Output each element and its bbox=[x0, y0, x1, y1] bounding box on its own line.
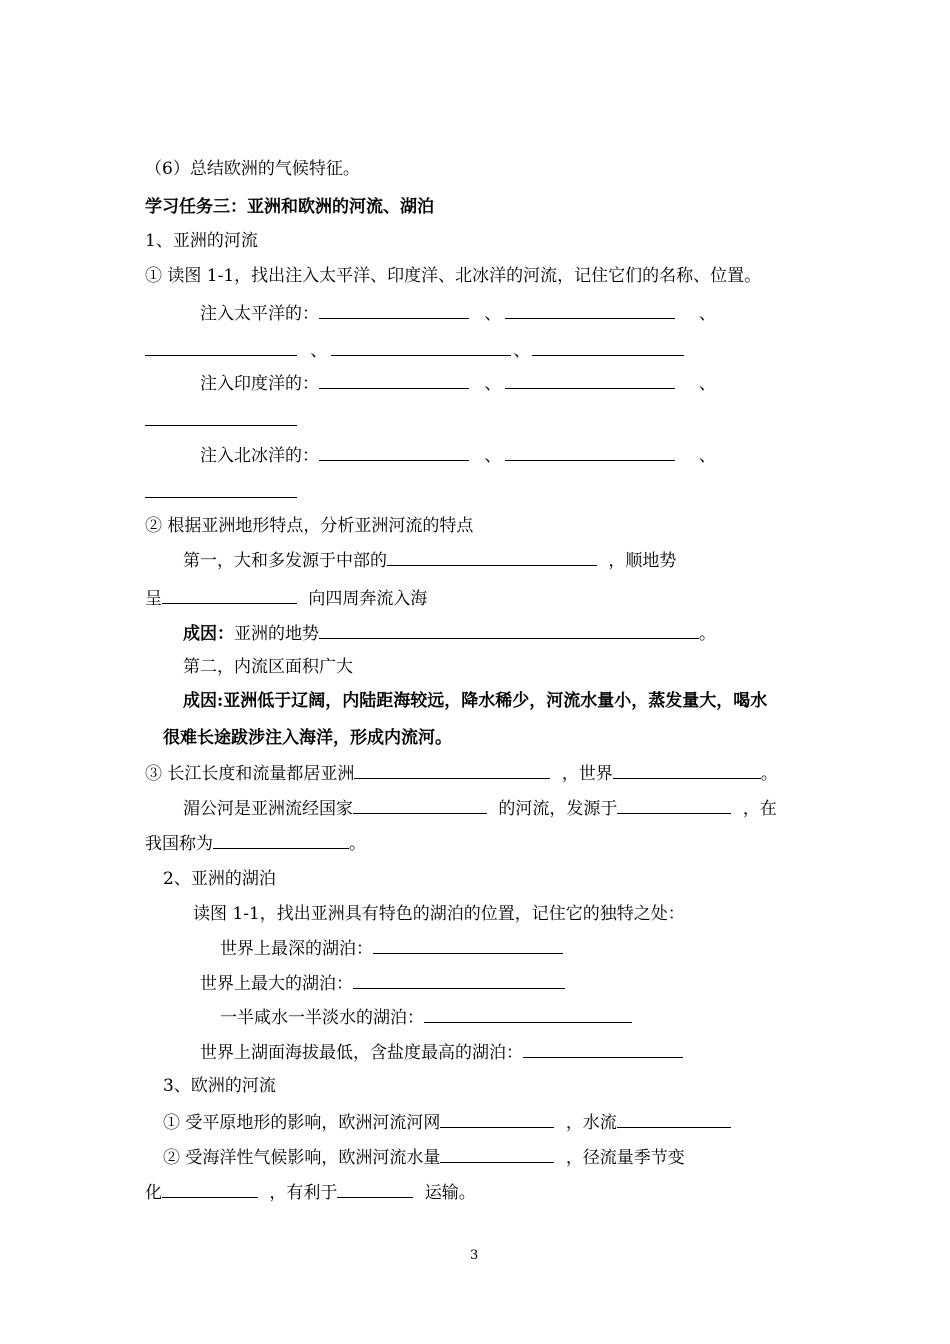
mekong-source-text: 的河流，发源于 bbox=[498, 799, 618, 819]
mekong-source-blank[interactable] bbox=[617, 797, 731, 814]
deepest-lake-label: 世界上最深的湖泊： bbox=[220, 939, 373, 959]
arctic-rivers-row-2 bbox=[145, 481, 297, 504]
mekong-china-name-blank[interactable] bbox=[213, 832, 349, 849]
lakes-instruction: 读图 1-1，找出亚洲具有特色的湖泊的位置，记住它的独特之处： bbox=[193, 904, 685, 924]
half-salt-lake-blank[interactable] bbox=[424, 1006, 632, 1023]
pacific-blank-5[interactable] bbox=[532, 339, 684, 356]
terrain-blank[interactable] bbox=[319, 622, 699, 639]
ocean-climate-row-2 bbox=[145, 1181, 476, 1204]
feature-one-row-2 bbox=[145, 587, 427, 610]
flow-blank[interactable] bbox=[617, 1111, 731, 1128]
comma: 、 bbox=[513, 341, 531, 361]
feature-one-row bbox=[183, 549, 676, 572]
seasonal-change-blank[interactable] bbox=[162, 1181, 258, 1198]
yangtze-asia-blank[interactable] bbox=[354, 762, 550, 779]
pacific-label: 注入太平洋的： bbox=[200, 304, 319, 324]
change-prefix: 化 bbox=[145, 1183, 162, 1203]
flow-pattern-blank[interactable] bbox=[162, 587, 297, 604]
ocean-climate-text: ② 受海洋性气候影响，欧洲河流水量 bbox=[163, 1148, 441, 1168]
pacific-blank-2[interactable] bbox=[505, 302, 675, 319]
yangtze-row bbox=[145, 762, 778, 785]
flow-pattern-prefix: 呈 bbox=[145, 589, 162, 609]
cause-one-text: 亚洲的地势 bbox=[234, 624, 319, 644]
comma: 、 bbox=[698, 446, 716, 466]
seasonal-text: ，径流量季节变 bbox=[565, 1148, 685, 1168]
cause-two: 成因:亚洲低于辽阔，内陆距海较远，降水稀少，河流水量小，蒸发量大，喝水 bbox=[183, 691, 768, 711]
largest-lake-blank[interactable] bbox=[353, 972, 565, 989]
comma: 、 bbox=[698, 304, 716, 324]
largest-lake-label: 世界上最大的湖泊： bbox=[200, 974, 353, 994]
beneficial-text: ，有利于 bbox=[269, 1183, 338, 1203]
arctic-blank-3[interactable] bbox=[145, 481, 297, 498]
plain-influence-text: ① 受平原地形的影响，欧洲河流河网 bbox=[163, 1113, 441, 1133]
source-region-blank[interactable] bbox=[387, 549, 597, 566]
pacific-rivers-row bbox=[200, 302, 716, 325]
arctic-label: 注入北冰洋的： bbox=[200, 446, 319, 466]
pacific-blank-3[interactable] bbox=[145, 339, 297, 356]
comma: 、 bbox=[484, 446, 502, 466]
asia-rivers-heading: 1、亚洲的河流 bbox=[145, 231, 258, 251]
indian-blank-1[interactable] bbox=[319, 372, 469, 389]
mekong-row-2 bbox=[145, 832, 366, 855]
asia-river-features-prompt: ② 根据亚洲地形特点，分析亚洲河流的特点 bbox=[145, 516, 474, 536]
mekong-name-text: 我国称为 bbox=[145, 834, 213, 854]
pacific-blank-4[interactable] bbox=[331, 339, 511, 356]
plain-influence-row bbox=[163, 1111, 731, 1134]
period: 。 bbox=[760, 764, 778, 784]
ocean-climate-row bbox=[163, 1146, 685, 1169]
flow-pattern-suffix: 向四周奔流入海 bbox=[308, 589, 428, 609]
period: 。 bbox=[699, 624, 716, 644]
asia-lakes-heading: 2、亚洲的湖泊 bbox=[163, 869, 276, 889]
deepest-lake-blank[interactable] bbox=[373, 937, 563, 954]
comma: 、 bbox=[310, 341, 328, 361]
task-three-heading: 学习任务三：亚洲和欧洲的河流、湖泊 bbox=[145, 197, 434, 217]
yangtze-text: ③ 长江长度和流量都居亚洲 bbox=[145, 764, 355, 784]
read-map-instruction: ① 读图 1-1，找出注入太平洋、印度洋、北冰洋的河流，记住它们的名称、位置。 bbox=[145, 266, 762, 286]
transport-text: 运输。 bbox=[424, 1183, 476, 1203]
cause-one-row bbox=[183, 622, 716, 645]
half-salt-lake-row bbox=[220, 1006, 632, 1029]
arctic-rivers-row bbox=[200, 444, 716, 467]
page-number: 3 bbox=[470, 1248, 479, 1263]
yangtze-world-blank[interactable] bbox=[613, 762, 761, 779]
deepest-lake-row bbox=[220, 937, 563, 960]
indian-blank-3[interactable] bbox=[145, 409, 297, 426]
river-network-blank[interactable] bbox=[440, 1111, 554, 1128]
feature-one-text-2: ，顺地势 bbox=[608, 551, 677, 571]
cause-label: 成因： bbox=[183, 624, 234, 644]
indian-blank-2[interactable] bbox=[505, 372, 675, 389]
climate-summary-item: （6）总结欧洲的气候特征。 bbox=[145, 159, 360, 179]
indian-rivers-row-2 bbox=[145, 409, 297, 432]
yangtze-world-text: ，世界 bbox=[561, 764, 613, 784]
arctic-blank-1[interactable] bbox=[319, 444, 469, 461]
indian-rivers-row bbox=[200, 372, 716, 395]
lowest-lake-row bbox=[200, 1041, 683, 1064]
mekong-in-text: ，在 bbox=[742, 799, 777, 819]
period: 。 bbox=[349, 834, 366, 854]
pacific-blank-1[interactable] bbox=[319, 302, 469, 319]
comma: 、 bbox=[484, 374, 502, 394]
mekong-row bbox=[183, 797, 777, 820]
mekong-text: 湄公河是亚洲流经国家 bbox=[183, 799, 353, 819]
lowest-lake-label: 世界上湖面海拔最低，含盐度最高的湖泊： bbox=[200, 1043, 523, 1063]
pacific-rivers-row-2 bbox=[145, 339, 684, 362]
flow-text: ，水流 bbox=[565, 1113, 617, 1133]
half-salt-lake-label: 一半咸水一半淡水的湖泊： bbox=[220, 1008, 424, 1028]
europe-rivers-heading: 3、欧洲的河流 bbox=[163, 1076, 276, 1096]
lowest-lake-blank[interactable] bbox=[523, 1041, 683, 1058]
feature-two: 第二，内流区面积广大 bbox=[183, 657, 353, 677]
arctic-blank-2[interactable] bbox=[505, 444, 675, 461]
water-volume-blank[interactable] bbox=[440, 1146, 554, 1163]
largest-lake-row bbox=[200, 972, 565, 995]
transport-blank[interactable] bbox=[337, 1181, 413, 1198]
cause-two-cont: 很难长途跋涉注入海洋，形成内流河。 bbox=[163, 728, 452, 748]
comma: 、 bbox=[698, 374, 716, 394]
comma: 、 bbox=[484, 304, 502, 324]
feature-one-text: 第一，大和多发源于中部的 bbox=[183, 551, 387, 571]
mekong-countries-blank[interactable] bbox=[353, 797, 487, 814]
indian-label: 注入印度洋的： bbox=[200, 374, 319, 394]
